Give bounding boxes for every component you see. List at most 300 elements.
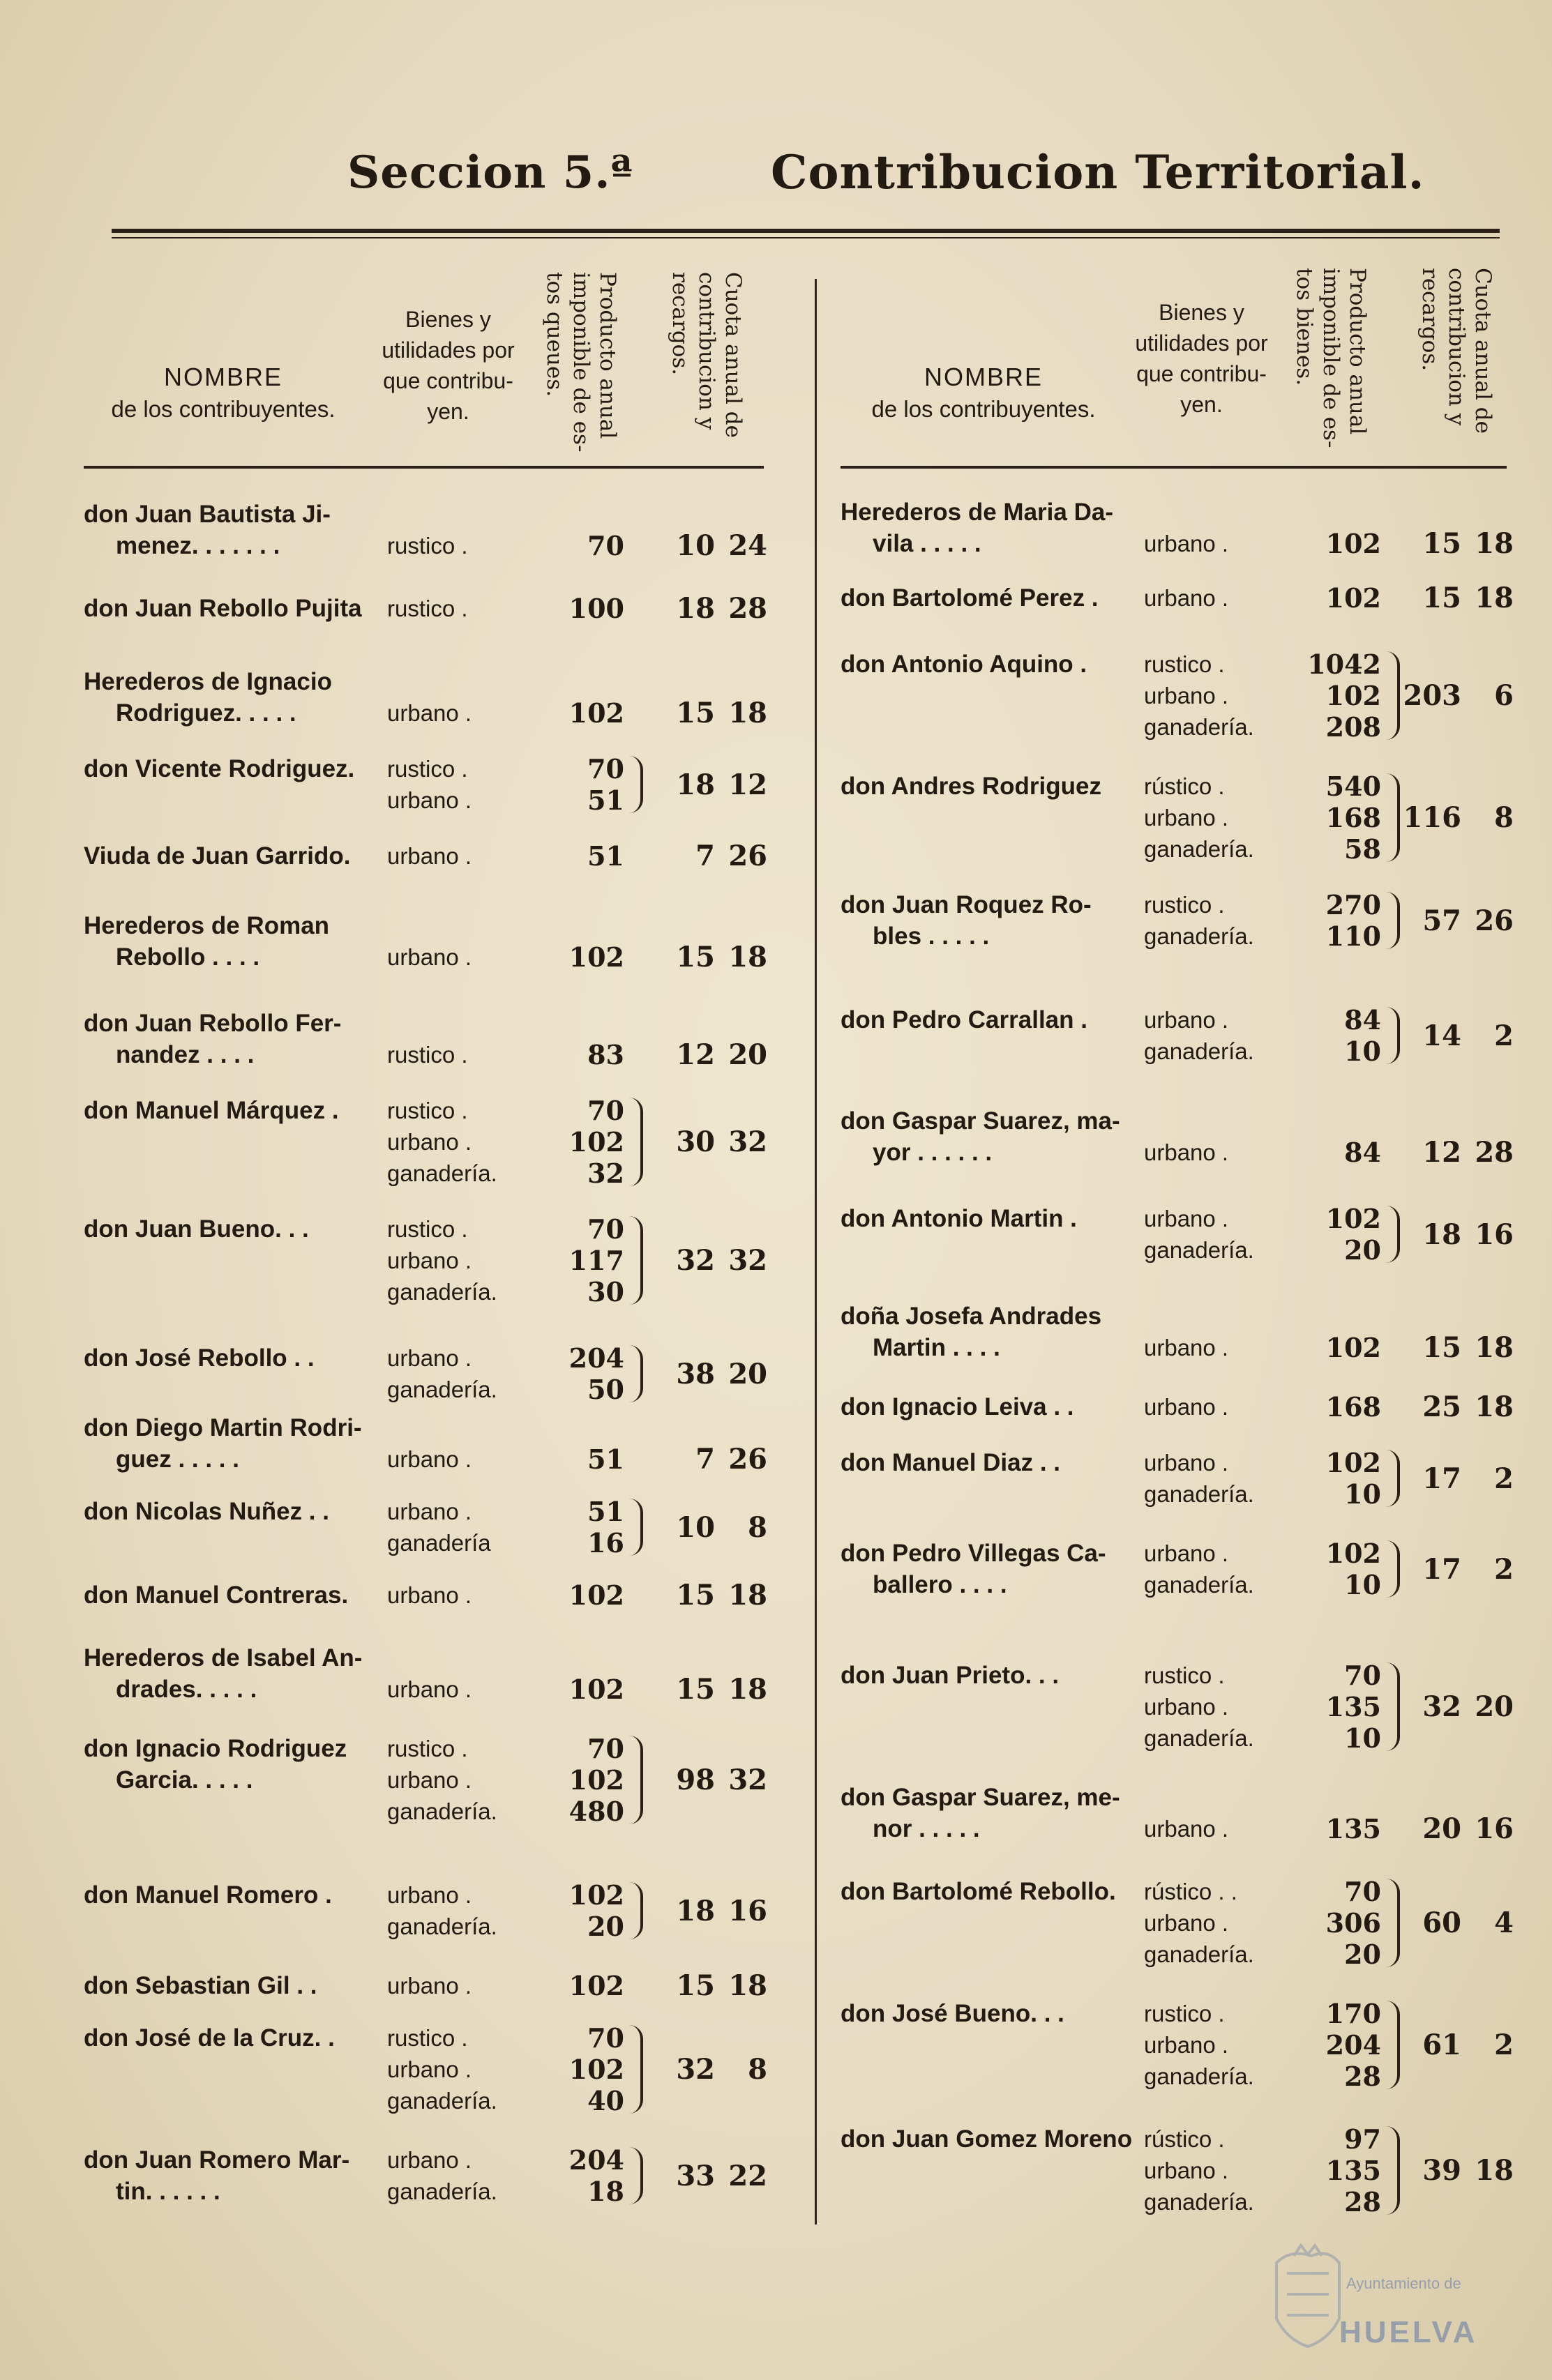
quota-reales: 60	[1422, 1907, 1461, 1939]
value-brace	[1386, 2001, 1400, 2089]
taxable-values	[1283, 1876, 1381, 1970]
property-type: urbano .	[387, 1676, 472, 1702]
contributor-name-line: don Andres Rodriguez	[841, 773, 1101, 800]
property-type: urbano .	[387, 1446, 472, 1472]
property-type: urbano .	[387, 1882, 472, 1908]
contributor-name	[84, 1095, 339, 1126]
contributor-name	[84, 593, 362, 624]
contributor-name	[841, 1004, 1087, 1036]
quota-maravedis: 20	[728, 1038, 767, 1071]
contributor-name-line: don Gaspar Suarez, me-	[841, 1784, 1120, 1811]
nombre-header-right: NOMBRE de los contribuyentes.	[871, 363, 1096, 422]
taxable-value: 135	[1325, 2155, 1381, 2186]
quota-reales: 38	[676, 1357, 715, 1390]
quota-reales: 33	[676, 2159, 715, 2192]
contributor-name-line: drades. . . . .	[116, 1676, 257, 1703]
quota-reales: 32	[1422, 1690, 1461, 1723]
property-type: rustico .	[387, 1736, 468, 1761]
property-type: urbano .	[387, 1767, 472, 1793]
property-type: urbano .	[1144, 805, 1229, 831]
contributor-name-line: Herederos de Ignacio	[84, 668, 332, 695]
taxable-values	[1283, 649, 1381, 743]
quota-reales: 15	[676, 941, 715, 973]
taxable-value: 168	[1325, 1391, 1381, 1423]
property-type: ganadería	[387, 1530, 491, 1556]
quota-maravedis: 2	[1494, 1019, 1514, 1052]
contributor-name-line: nandez . . . .	[116, 1041, 255, 1068]
property-types	[387, 2022, 497, 2116]
quota-reales: 30	[676, 1125, 715, 1158]
contributor-name	[84, 1213, 309, 1245]
taxable-value: 10	[1344, 1478, 1381, 1510]
quota-maravedis: 8	[1494, 801, 1514, 834]
value-brace	[629, 2025, 643, 2114]
contributor-name	[841, 1105, 1120, 1168]
property-types	[387, 1733, 497, 1827]
quota-reales: 10	[676, 529, 715, 562]
taxable-value: 204	[568, 1342, 624, 1374]
property-type: ganadería.	[1144, 1237, 1254, 1263]
value-brace	[629, 756, 643, 813]
contributor-name-line: ballero . . . .	[873, 1571, 1007, 1598]
quota-reales: 15	[1422, 582, 1461, 614]
taxable-values	[527, 1095, 624, 1189]
quota-reales: 18	[676, 592, 715, 625]
contributor-name	[84, 2144, 349, 2207]
quota-maravedis: 16	[728, 1894, 767, 1927]
taxable-values	[527, 1443, 624, 1475]
quota-maravedis: 2	[1494, 1462, 1514, 1495]
property-type: urbano .	[1144, 1540, 1229, 1566]
contributor-name	[841, 649, 1087, 680]
quota-reales: 32	[676, 2053, 715, 2086]
quota-reales: 12	[676, 1038, 715, 1071]
quota-reales: 98	[676, 1764, 715, 1796]
quota-maravedis: 26	[728, 840, 767, 872]
property-types	[387, 941, 472, 973]
quota-reales: 39	[1422, 2154, 1461, 2187]
page-header	[0, 132, 1552, 209]
property-type: urbano .	[1144, 1139, 1229, 1165]
quota-reales: 17	[1422, 1462, 1461, 1495]
property-type: urbano .	[1144, 1206, 1229, 1231]
quota-maravedis: 16	[1475, 1812, 1514, 1845]
taxable-value: 50	[587, 1374, 624, 1405]
taxable-values	[527, 1970, 624, 2001]
taxable-values	[527, 1579, 624, 1611]
taxable-value: 10	[1344, 1036, 1381, 1067]
taxable-value: 480	[568, 1796, 624, 1827]
contributor-name	[841, 1301, 1101, 1363]
property-type: urbano .	[1144, 1335, 1229, 1360]
contributor-name-line: don Bartolomé Perez .	[841, 584, 1099, 612]
property-types	[387, 1443, 472, 1475]
page-title: Contribucion Territorial.	[771, 145, 1425, 199]
taxable-values	[527, 2144, 624, 2207]
value-brace	[629, 1098, 643, 1186]
value-brace	[629, 1499, 643, 1556]
taxable-value: 204	[568, 2144, 624, 2176]
taxable-value: 51	[587, 785, 624, 816]
property-type: urbano .	[387, 1582, 472, 1608]
taxable-value: 102	[1325, 680, 1381, 711]
quota-maravedis: 16	[1475, 1218, 1514, 1251]
taxable-values	[1283, 1004, 1381, 1067]
stamp-caption: Ayuntamiento de	[1346, 2275, 1461, 2292]
taxable-value: 32	[587, 1158, 624, 1189]
contributor-name	[84, 499, 331, 561]
contributor-name-line: don Juan Bautista Ji-	[84, 501, 331, 528]
contributor-name	[84, 1342, 315, 1374]
stamp-city: HUELVA	[1339, 2315, 1478, 2349]
quota-maravedis: 24	[728, 529, 767, 562]
property-type: urbano .	[1144, 531, 1229, 556]
property-type: ganadería.	[387, 1160, 497, 1186]
property-types	[1144, 528, 1228, 559]
contributor-name	[841, 771, 1101, 802]
value-brace	[1386, 892, 1400, 949]
contributor-name-line: don Gaspar Suarez, ma-	[841, 1107, 1120, 1135]
section-heading: Seccion 5.ª	[347, 146, 633, 199]
taxable-value: 70	[587, 2022, 624, 2054]
quota-maravedis: 18	[1475, 1331, 1514, 1364]
taxable-values	[527, 593, 624, 624]
contributor-name	[84, 1412, 362, 1475]
taxable-values	[1283, 1998, 1381, 2092]
quota-maravedis: 18	[728, 941, 767, 973]
taxable-value: 117	[568, 1245, 624, 1276]
contributor-name	[84, 1496, 329, 1527]
contributor-name	[84, 910, 329, 973]
taxable-value: 102	[568, 1126, 624, 1158]
contributor-name	[841, 1782, 1120, 1844]
taxable-value: 97	[1344, 2123, 1381, 2155]
contributor-name-line: doña Josefa Andrades	[841, 1303, 1102, 1330]
contributor-name	[841, 1998, 1064, 2029]
taxable-value: 102	[1325, 1538, 1381, 1569]
quota-maravedis: 20	[728, 1357, 767, 1390]
quota-reales: 15	[676, 697, 715, 729]
contributor-name-line: don Pedro Villegas Ca-	[841, 1540, 1106, 1567]
taxable-value: 40	[587, 2085, 624, 2116]
property-type: rustico .	[387, 756, 468, 782]
property-type: rustico .	[1144, 2001, 1225, 2026]
value-brace	[1386, 2126, 1400, 2215]
quota-reales: 61	[1422, 2029, 1461, 2061]
property-type: rustico .	[1144, 892, 1225, 918]
taxable-value: 70	[1344, 1876, 1381, 1907]
taxable-value: 102	[568, 1764, 624, 1796]
property-types	[1144, 889, 1254, 952]
taxable-values	[527, 530, 624, 561]
taxable-value: 10	[1344, 1569, 1381, 1600]
taxable-value: 102	[1325, 1447, 1381, 1478]
taxable-value: 70	[1344, 1660, 1381, 1691]
value-brace	[1386, 1206, 1400, 1263]
taxable-values	[527, 1674, 624, 1705]
contributor-name-line: don Manuel Márquez .	[84, 1097, 339, 1124]
property-type: ganadería.	[387, 2178, 497, 2204]
taxable-values	[1283, 1447, 1381, 1510]
property-types	[1144, 1391, 1228, 1423]
contributor-name-line: don Juan Prieto. . .	[841, 1662, 1060, 1689]
contributor-name-line: vila . . . . .	[873, 530, 981, 557]
taxable-value: 70	[587, 530, 624, 561]
quota-maravedis: 18	[1475, 2154, 1514, 2187]
value-brace	[1386, 1450, 1400, 1507]
contributor-name	[84, 2022, 335, 2054]
taxable-value: 70	[587, 1733, 624, 1764]
contributor-name-line: don Juan Bueno. . .	[84, 1215, 309, 1243]
contributor-name-line: Herederos de Isabel An-	[84, 1644, 363, 1672]
contributor-name	[841, 1876, 1116, 1907]
taxable-value: 102	[568, 1879, 624, 1911]
quota-maravedis: 18	[1475, 582, 1514, 614]
contributor-name	[84, 1879, 332, 1911]
property-types	[1144, 582, 1228, 614]
bienes-header: Bienes y utilidades por que contribu- yen.	[382, 307, 515, 424]
taxable-value: 135	[1325, 1813, 1381, 1844]
property-type: ganadería.	[387, 1913, 497, 1939]
property-type: ganadería.	[387, 1798, 497, 1824]
property-type: urbano .	[387, 1129, 472, 1155]
taxable-values	[1283, 1660, 1381, 1754]
cuota-header: Cuota anual de contribucion y recargos.	[668, 272, 746, 438]
property-types	[1144, 771, 1254, 865]
property-type: ganadería.	[387, 1377, 497, 1402]
header-rule-thick	[112, 229, 1500, 233]
property-type: ganadería.	[1144, 2189, 1254, 2215]
property-type: urbano .	[387, 700, 472, 726]
property-types	[1144, 2123, 1254, 2218]
contributor-name-line: don Juan Rebollo Pujita	[84, 595, 362, 622]
quota-reales: 7	[695, 1443, 715, 1476]
property-types	[1144, 649, 1254, 743]
quota-maravedis: 28	[728, 592, 767, 625]
contributor-name	[841, 497, 1113, 559]
quota-reales: 18	[676, 1894, 715, 1927]
property-type: urbano .	[1144, 2158, 1229, 2183]
taxable-value: 20	[1344, 1234, 1381, 1266]
property-types	[1144, 1332, 1228, 1363]
taxable-value: 18	[587, 2176, 624, 2207]
property-type: rustico .	[387, 1042, 468, 1068]
taxable-value: 84	[1344, 1137, 1381, 1168]
property-type: rústico .	[1144, 2126, 1225, 2152]
header-rule-thin	[112, 237, 1500, 238]
property-types	[387, 1342, 497, 1405]
taxable-values	[527, 2022, 624, 2116]
contributor-name-line: don Antonio Aquino .	[841, 651, 1087, 678]
property-types	[387, 1579, 472, 1611]
contributor-name-line: menez. . . . . . .	[116, 532, 280, 559]
taxable-values	[1283, 582, 1381, 614]
taxable-values	[527, 840, 624, 872]
contributor-name-line: don Manuel Contreras.	[84, 1582, 349, 1609]
quota-maravedis: 22	[728, 2159, 767, 2192]
property-type: urbano .	[387, 1345, 472, 1371]
quota-maravedis: 6	[1494, 679, 1514, 712]
property-type: urbano .	[1144, 1394, 1229, 1420]
contributor-name-line: yor . . . . . .	[873, 1139, 993, 1166]
cuota-header-right: Cuota anual de contribucion y recargos.	[1417, 268, 1496, 434]
quota-reales: 7	[695, 840, 715, 872]
property-types	[387, 840, 472, 872]
quota-reales: 14	[1422, 1019, 1461, 1052]
property-type: urbano .	[1144, 683, 1229, 708]
value-brace	[1386, 1540, 1400, 1598]
property-type: rustico .	[387, 533, 468, 559]
contributor-name	[84, 1970, 317, 2001]
quota-reales: 15	[1422, 1331, 1461, 1364]
quota-maravedis: 8	[748, 1510, 767, 1544]
taxable-value: 168	[1325, 802, 1381, 833]
quota-maravedis: 2	[1494, 2029, 1514, 2061]
property-type: urbano .	[387, 1499, 472, 1524]
property-types	[387, 1674, 472, 1705]
property-type: ganadería.	[387, 2088, 497, 2114]
quota-reales: 32	[676, 1244, 715, 1277]
property-type: urbano .	[1144, 1694, 1229, 1720]
property-type: ganadería.	[1144, 2063, 1254, 2089]
quota-reales: 12	[1422, 1136, 1461, 1169]
property-type: ganadería.	[1144, 1038, 1254, 1064]
quota-maravedis: 18	[1475, 1390, 1514, 1423]
property-types	[1144, 1876, 1254, 1970]
value-brace	[1386, 1662, 1400, 1751]
quota-reales: 57	[1422, 904, 1461, 937]
property-type: ganadería.	[1144, 714, 1254, 740]
contributor-name-line: tin. . . . . .	[116, 2178, 220, 2205]
taxable-values	[527, 697, 624, 729]
quota-reales: 18	[676, 768, 715, 801]
property-types	[1144, 1538, 1254, 1600]
property-type: rustico .	[387, 596, 468, 621]
contributor-name	[841, 1203, 1077, 1234]
taxable-value: 102	[568, 1674, 624, 1705]
property-types	[1144, 1998, 1254, 2092]
taxable-value: 204	[1325, 2029, 1381, 2061]
property-type: urbano .	[387, 1248, 472, 1273]
contributor-name-line: don Sebastian Gil . .	[84, 1972, 317, 1999]
property-type: urbano .	[1144, 2032, 1229, 2058]
taxable-value: 102	[568, 1579, 624, 1611]
property-types	[387, 2144, 497, 2207]
property-type: urbano .	[1144, 1450, 1229, 1476]
taxable-value: 102	[1325, 1332, 1381, 1363]
taxable-values	[1283, 1332, 1381, 1363]
property-types	[1144, 1203, 1254, 1266]
property-type: urbano .	[387, 944, 472, 970]
quota-reales: 15	[676, 1969, 715, 2002]
taxable-value: 170	[1325, 1998, 1381, 2029]
value-brace	[1386, 773, 1400, 862]
quota-reales: 25	[1422, 1390, 1461, 1423]
quota-reales: 20	[1422, 1812, 1461, 1845]
value-brace	[1386, 1879, 1400, 1967]
quota-maravedis: 26	[728, 1443, 767, 1476]
value-brace	[629, 1216, 643, 1305]
contributor-name-line: don Juan Gomez Moreno	[841, 2125, 1133, 2153]
property-types	[1144, 1004, 1254, 1067]
contributor-name	[84, 840, 351, 872]
bienes-header-right: Bienes y utilidades por que contribu- yen.	[1135, 300, 1268, 417]
property-types	[387, 1970, 472, 2001]
left-column-headers	[0, 258, 809, 467]
quota-reales: 18	[1422, 1218, 1461, 1251]
taxable-value: 100	[568, 593, 624, 624]
taxable-value: 1042	[1307, 649, 1381, 680]
taxable-values	[1283, 1813, 1381, 1844]
contributor-name-line: don Pedro Carrallan .	[841, 1006, 1087, 1033]
contributor-name-line: Rodriguez. . . . .	[116, 699, 296, 727]
quota-maravedis: 12	[728, 768, 767, 801]
quota-reales: 15	[1422, 527, 1461, 560]
taxable-value: 70	[587, 753, 624, 785]
taxable-value: 102	[1325, 582, 1381, 614]
contributor-name-line: don Juan Roquez Ro-	[841, 891, 1092, 918]
quota-maravedis: 20	[1475, 1690, 1514, 1723]
taxable-value: 110	[1325, 920, 1381, 952]
property-types	[387, 593, 468, 624]
taxable-value: 540	[1325, 771, 1381, 802]
taxable-value: 28	[1344, 2186, 1381, 2218]
quota-maravedis: 8	[748, 2053, 767, 2086]
contributor-name-line: don Manuel Diaz . .	[841, 1449, 1061, 1476]
property-type: ganadería.	[1144, 1572, 1254, 1598]
contributor-name	[841, 582, 1099, 614]
contributor-name-line: bles . . . . .	[873, 923, 990, 950]
property-type: rustico .	[1144, 1662, 1225, 1688]
contributor-name	[841, 889, 1092, 952]
property-type: urbano .	[1144, 1910, 1229, 1936]
taxable-value: 16	[587, 1527, 624, 1559]
contributor-name-line: don Vicente Rodriguez.	[84, 755, 355, 782]
contributor-name-line: don Juan Romero Mar-	[84, 2146, 350, 2174]
contributor-name-line: don Bartolomé Rebollo.	[841, 1878, 1116, 1905]
quota-maravedis: 26	[1475, 904, 1514, 937]
taxable-value: 135	[1325, 1691, 1381, 1722]
contributor-name-line: don Juan Rebollo Fer-	[84, 1010, 342, 1037]
contributor-name-line: don Antonio Martin .	[841, 1205, 1077, 1232]
property-type: urbano .	[387, 2147, 472, 2173]
taxable-value: 70	[587, 1095, 624, 1126]
quota-reales: 15	[676, 1673, 715, 1706]
quota-maravedis: 18	[728, 1969, 767, 2002]
value-brace	[629, 2147, 643, 2204]
value-brace	[1386, 651, 1400, 740]
property-types	[387, 1496, 491, 1559]
contributor-name	[84, 1733, 347, 1796]
property-type: urbano .	[387, 843, 472, 869]
taxable-values	[527, 1496, 624, 1559]
taxable-value: 30	[587, 1276, 624, 1308]
value-brace	[1386, 1007, 1400, 1064]
quota-maravedis: 32	[728, 1125, 767, 1158]
taxable-value: 270	[1325, 889, 1381, 920]
right-column-headers	[816, 258, 1552, 467]
taxable-value: 208	[1325, 711, 1381, 743]
left-header-rule	[84, 466, 764, 469]
taxable-value: 84	[1344, 1004, 1381, 1036]
taxable-value: 58	[1344, 833, 1381, 865]
property-type: ganadería.	[387, 1279, 497, 1305]
contributor-name	[841, 1538, 1106, 1600]
nombre-header: NOMBRE de los contribuyentes.	[111, 363, 336, 422]
quota-maravedis: 28	[1475, 1136, 1514, 1169]
taxable-values	[527, 1342, 624, 1405]
property-type: urbano .	[387, 2056, 472, 2082]
